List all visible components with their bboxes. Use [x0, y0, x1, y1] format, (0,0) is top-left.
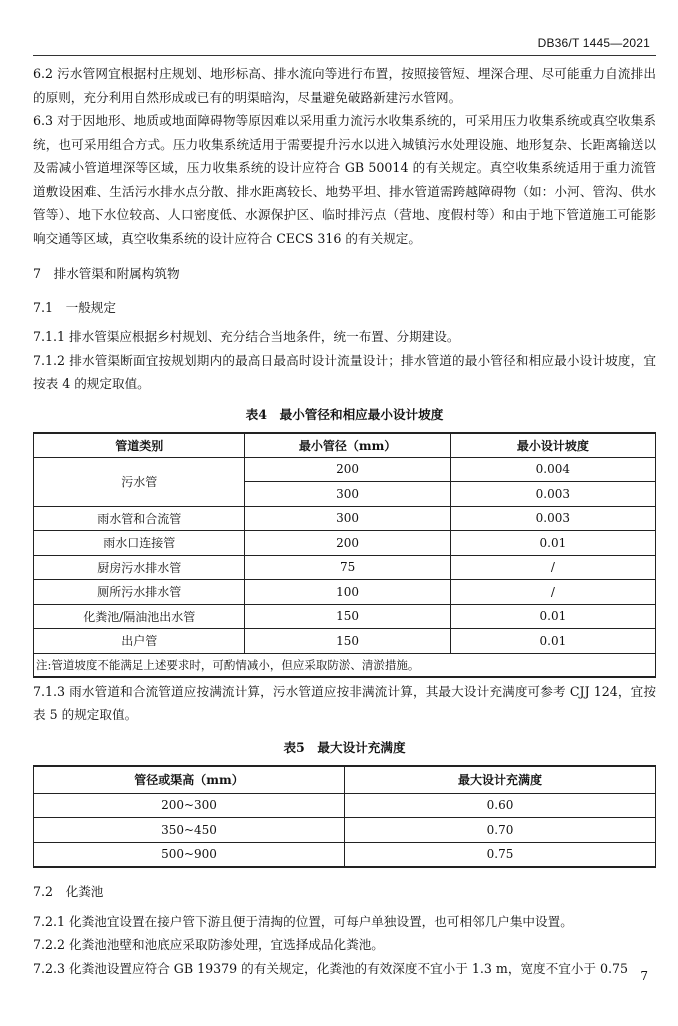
table-cell: 150	[245, 604, 450, 629]
table-cell: 0.75	[345, 842, 656, 867]
table-cell: 300	[245, 506, 450, 531]
table-cell: 0.01	[450, 629, 655, 654]
table-cell: 0.003	[450, 506, 655, 531]
clause-7-1-1	[33, 325, 656, 349]
table-cell: 0.004	[450, 457, 655, 482]
table-row	[34, 580, 656, 605]
table-4	[33, 432, 656, 678]
table-row	[34, 629, 656, 654]
table-cell: 200	[245, 531, 450, 556]
section-7-heading: 7 排水管渠和附属构筑物	[33, 266, 180, 281]
table-cell: 150	[245, 629, 450, 654]
table-row	[34, 506, 656, 531]
table-cell: 0.003	[450, 482, 655, 507]
clause-text: 化粪池池壁和池底应采取防渗处理，宜选择成品化粪池。	[69, 937, 384, 952]
table-cell: 350~450	[34, 818, 345, 843]
table-cell: /	[450, 555, 655, 580]
table-cell: /	[450, 580, 655, 605]
clause-7-1-3	[33, 680, 656, 727]
table-cell: 300	[245, 482, 450, 507]
section-7-1-heading: 7.1 一般规定	[33, 299, 116, 315]
table-note-row	[34, 653, 656, 677]
table-cell: 75	[245, 555, 450, 580]
clause-text: 对于因地形、地质或地面障碍物等原因难以采用重力流污水收集系统的，可采用压力收集系统或真空收集系统，也可采用组合方式。压力收集系统适用于需要提升污水以进入城镇污水处理设施、地形复杂、长距离输送以及需减小管道埋深等区域，压力收集系统的设计应符合 GB 50014 的有关规定。真空收集系统适用于重力流管道敷设困难、生活污水排水点分散、排水距离较长、地势平坦、排水管道需跨越障碍物（如：小河、管沟、供水管等）、地下水位较高、人口密度低、水源保护区、临时排污点（营地、度假村等）和由于地下管道施工可能影响交通等区域，真空收集系统的设计应符合 CECS 316 的有关规定。	[33, 113, 656, 246]
table-cell: 雨水口连接管	[34, 531, 245, 556]
table-cell: 厕所污水排水管	[34, 580, 245, 605]
clause-number: 7.2.2	[33, 937, 66, 952]
document-body	[33, 62, 656, 980]
table-cell: 0.01	[450, 604, 655, 629]
clause-text: 排水管渠断面宜按规划期内的最高日最高时设计流量设计；排水管道的最小管径和相应最小设计坡度，宜按表 4 的规定取值。	[33, 352, 656, 391]
table-row	[34, 604, 656, 629]
clause-7-2-2	[33, 933, 656, 957]
table-header-row	[34, 766, 656, 794]
clause-number: 7.1.2	[33, 352, 66, 368]
clause-text: 化粪池宜设置在接户管下游且便于清掏的位置，可每户单独设置，也可相邻几户集中设置。	[69, 913, 573, 929]
table-cell: 500~900	[34, 842, 345, 867]
table-header-cell: 最小设计坡度	[450, 433, 655, 458]
clause-text: 排水管渠应根据乡村规划、充分结合当地条件，统一布置、分期建设。	[69, 329, 460, 344]
document-code: DB36/T 1445—2021	[537, 36, 650, 50]
header-divider	[33, 55, 656, 56]
table-cell: 厨房污水排水管	[34, 555, 245, 580]
clause-number: 6.2	[33, 66, 54, 81]
clause-number: 7.2.3	[33, 960, 66, 976]
clause-6-3	[33, 109, 656, 250]
table-row	[34, 555, 656, 580]
clause-6-2	[33, 62, 656, 109]
table-5	[33, 765, 656, 869]
clause-number: 6.3	[33, 113, 54, 128]
table-cell: 化粪池/隔油池出水管	[34, 604, 245, 629]
table-header-cell: 管径或渠高（mm）	[34, 766, 345, 794]
table-cell: 200	[245, 457, 450, 482]
clause-text: 雨水管道和合流管道应按满流计算，污水管道应按非满流计算，其最大设计充满度可参考 CJJ 124，宜按表 5 的规定取值。	[33, 683, 656, 722]
table-row	[34, 793, 656, 818]
table-cell: 0.01	[450, 531, 655, 556]
table-cell: 雨水管和合流管	[34, 506, 245, 531]
clause-7-1-2	[33, 349, 656, 396]
table-cell: 200~300	[34, 793, 345, 818]
table-cell: 0.60	[345, 793, 656, 818]
clause-number: 7.1.3	[33, 683, 66, 699]
clause-text: 污水管网宜根据村庄规划、地形标高、排水流向等进行布置，按照接管短、埋深合理、尽可能重力自流排出的原则，充分利用自然形成或已有的明渠暗沟，尽量避免破路新建污水管网。	[33, 66, 656, 105]
clause-number: 7.1.1	[33, 329, 66, 344]
table-row	[34, 457, 656, 482]
table-4-title: 表4 最小管径和相应最小设计坡度	[245, 406, 444, 422]
table-cell: 0.70	[345, 818, 656, 843]
table-5-title: 表5 最大设计充满度	[283, 739, 406, 755]
clause-number: 7.2.1	[33, 913, 66, 929]
clause-7-2-1	[33, 910, 656, 934]
section-7-2-heading: 7.2 化粪池	[33, 884, 104, 899]
table-header-cell: 管道类别	[34, 433, 245, 458]
clause-7-2-3	[33, 957, 656, 981]
table-cell: 污水管	[34, 457, 245, 506]
clause-text: 化粪池设置应符合 GB 19379 的有关规定，化粪池的有效深度不宜小于 1.3 m，宽度不宜小于 0.75	[69, 960, 629, 976]
table-header-cell: 最小管径（mm）	[245, 433, 450, 458]
page-number: 7	[640, 969, 648, 983]
table-row	[34, 842, 656, 867]
table-row	[34, 531, 656, 556]
table-cell: 出户管	[34, 629, 245, 654]
table-cell: 100	[245, 580, 450, 605]
table-header-cell: 最大设计充满度	[345, 766, 656, 794]
table-note: 注:管道坡度不能满足上述要求时，可酌情减小，但应采取防淤、清淤措施。	[34, 653, 656, 677]
table-row	[34, 818, 656, 843]
table-header-row	[34, 433, 656, 458]
